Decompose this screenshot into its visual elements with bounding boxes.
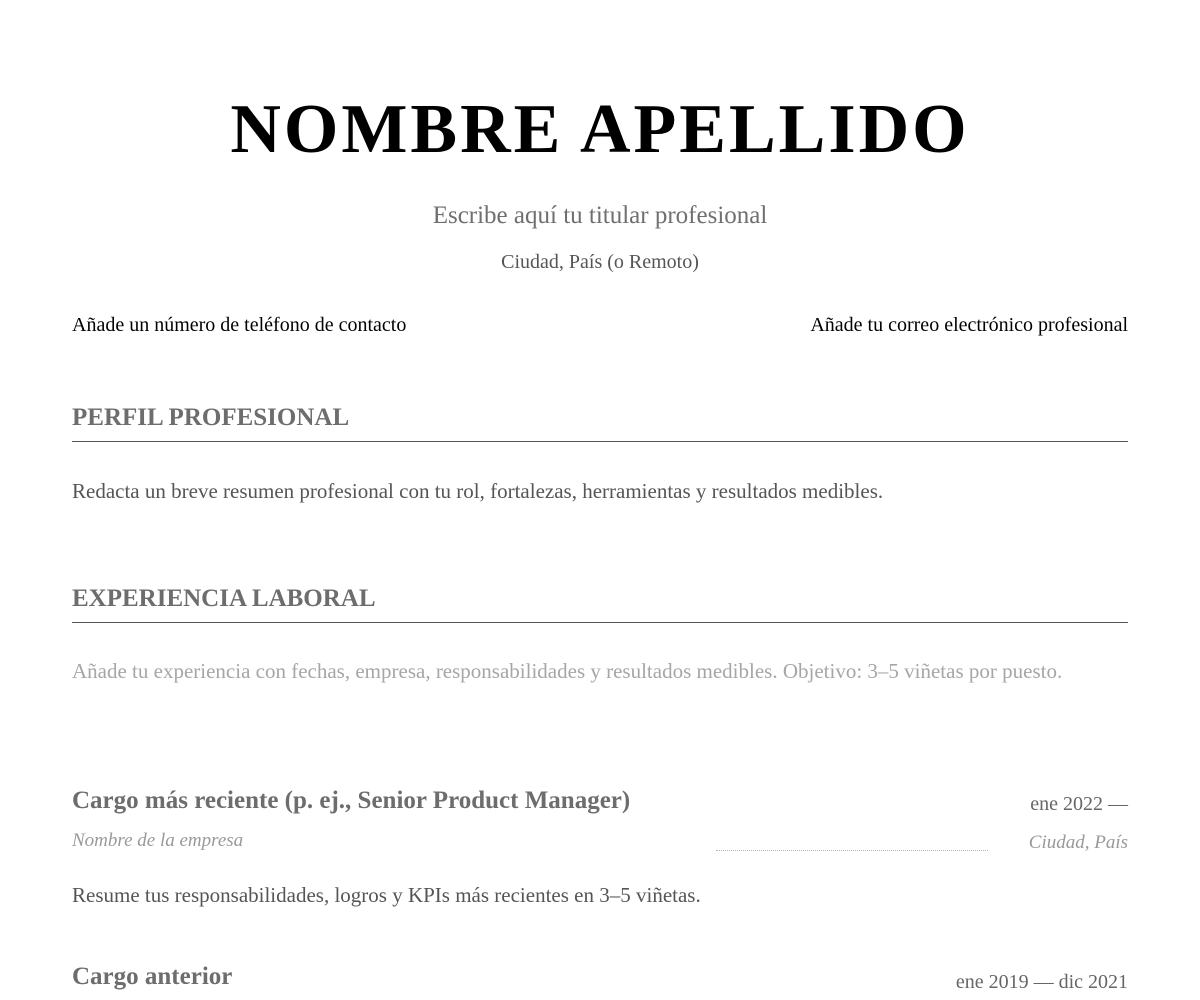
job-city: Ciudad, País [1028,832,1128,853]
candidate-name: NOMBRE APELLIDO [230,91,970,168]
job-title: Cargo anterior [72,963,233,990]
job-dates: ene 2019 — dic 2021 [955,971,1128,993]
section-heading-experience: EXPERIENCIA LABORAL [72,584,1128,623]
location: Ciudad, País (o Remoto) [501,251,699,273]
company-name: Nombre de la empresa [72,830,244,851]
experience-hint: Añade tu experiencia con fechas, empresa, responsabilidades y resultados medibles. Objetivo: 3–5 viñetas por puesto. [72,659,1063,683]
job-summary: Resume tus responsabilidades, logros y KPIs más recientes en 3–5 viñetas. [72,883,701,907]
contact-phone: Añade un número de teléfono de contacto [72,314,407,336]
profile-summary: Redacta un breve resumen profesional con tu rol, fortalezas, herramientas y resultados medibles. [72,479,884,503]
dotted-divider [716,850,988,851]
job-dates: ene 2022 — [1030,793,1128,815]
contact-row [72,312,1128,338]
section-heading-profile: PERFIL PROFESIONAL [72,403,1128,442]
job-title: Cargo más reciente (p. ej., Senior Product Manager) [72,787,631,814]
contact-email: Añade tu correo electrónico profesional [810,314,1128,336]
professional-headline: Escribe aquí tu titular profesional [432,202,768,229]
